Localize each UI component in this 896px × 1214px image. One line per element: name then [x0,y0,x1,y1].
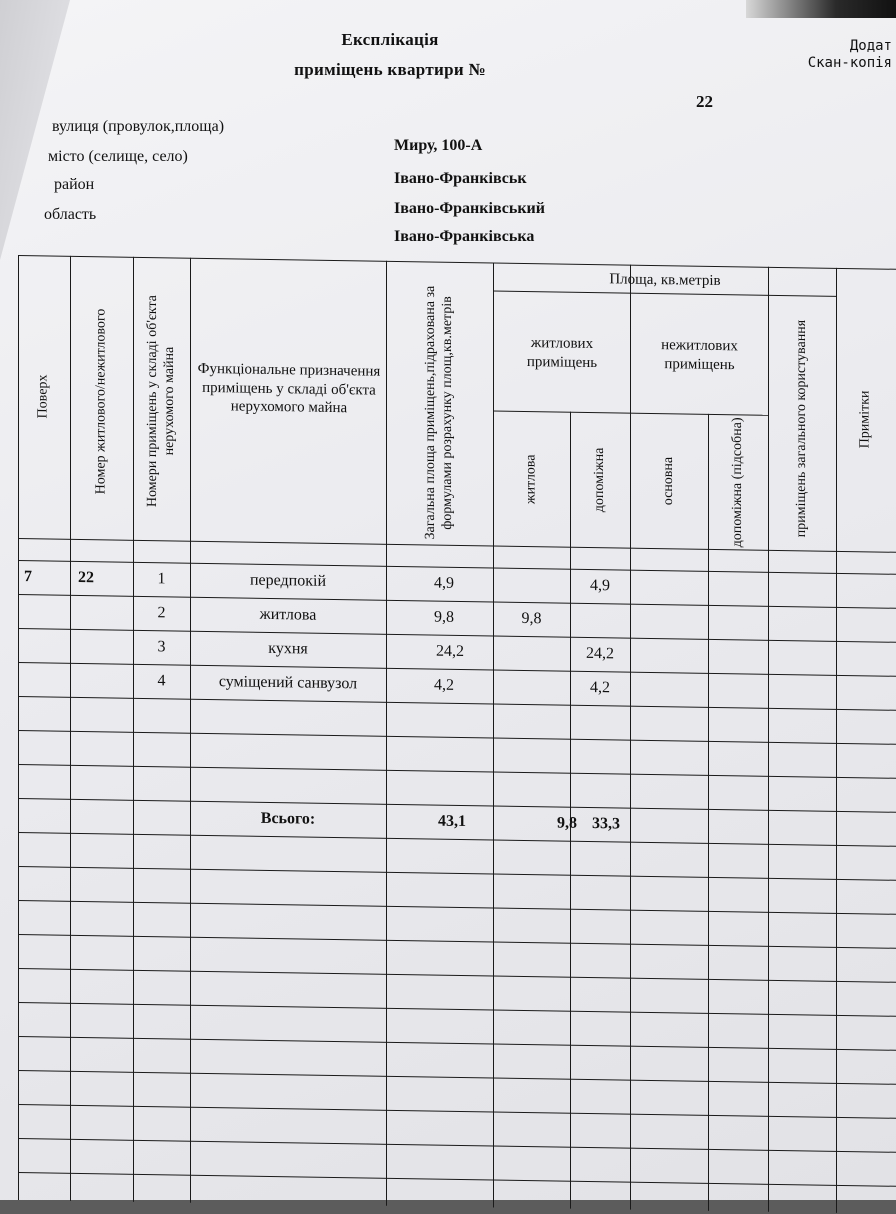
col-header-area-group: Площа, кв.метрів [495,264,835,295]
cell-floor: 7 [24,560,32,594]
total-living-sum: 9,8 [493,805,577,840]
total-label: Всього: [190,801,386,838]
background-edge [746,0,896,18]
total-auxiliary-sum: 33,3 [574,807,638,842]
col-line [493,262,494,1207]
col-header-notes: Примітки [838,288,894,551]
city-value: Івано-Франківськ [394,170,527,188]
col-line [133,257,134,1202]
col-line [386,261,387,1206]
col-line [836,268,837,1213]
stamp-line-2: Скан-копія [808,55,892,71]
district-label: район [54,176,94,194]
row-line [18,730,896,745]
row-line [18,900,896,915]
col-header-aux-nonliving: допоміжна (підсобна) [710,416,767,549]
street-label: вулиця (провулок,площа) [52,118,224,136]
col-header-common: приміщень загального користування [770,307,835,550]
cell-room-no: 3 [133,630,190,665]
cell-auxiliary: 24,2 [570,637,630,672]
row-line [18,1104,896,1119]
row-line [18,1070,896,1085]
cell-total: 9,8 [386,600,454,635]
cell-unit: 22 [78,561,94,595]
cell-room-no: 4 [133,664,190,699]
street-value: Миру, 100-А [394,137,482,155]
document-title: Експлікація [200,30,580,50]
col-line [70,256,71,1201]
row-line [18,764,896,779]
col-header-purpose: Функціональне призначення приміщень у складі об'єкта нерухомого майна [196,328,382,451]
cell-living: 9,8 [493,601,570,636]
col-line [630,265,631,1210]
explication-table [18,255,896,1214]
district-value: Івано-Франківський [394,200,545,218]
col-header-unit-number: Номер житлового/нежитлового [72,266,132,537]
apartment-number: 22 [696,92,713,112]
col-header-total-area: Загальна площа приміщень,підрахована за формулами розрахунку площ,кв.метрів [388,281,492,545]
cell-auxiliary: 4,9 [570,569,630,604]
col-line [190,258,191,1203]
document-subtitle: приміщень квартири № [200,60,580,80]
col-header-living: житлова [495,412,569,545]
row-line [18,934,896,949]
cell-room-no: 2 [133,596,190,631]
col-header-room-numbers: Номери приміщень у складі об'єкта нерухомого майна [135,263,189,540]
row-line [18,1172,896,1187]
cell-auxiliary: 4,2 [570,671,630,706]
cell-total: 4,9 [386,566,454,601]
col-header-nonliving-group: нежитлових приміщень [632,325,767,387]
row-line [18,968,896,983]
row-line [18,696,896,711]
total-area-sum: 43,1 [386,804,466,839]
cell-living [493,669,570,704]
row-line [18,1002,896,1017]
col-line [708,414,709,1211]
stamp-line-1: Додат [850,38,892,54]
col-line [768,267,769,1212]
cell-living [493,635,570,670]
cell-purpose: кухня [190,631,386,668]
region-label: область [44,206,96,224]
row-line [18,866,896,881]
col-header-floor: Поверх [18,255,70,539]
cell-purpose: суміщений санвузол [190,665,386,702]
col-header-main: основна [632,415,707,548]
cell-living [493,567,570,602]
city-label: місто (селище, село) [48,148,188,166]
col-header-living-group: житлових приміщень [495,322,629,384]
region-value: Івано-Франківська [394,228,534,246]
cell-auxiliary [570,603,630,638]
cell-total: 24,2 [386,634,464,669]
row-line [18,1036,896,1051]
cell-purpose: передпокій [190,563,386,600]
col-header-auxiliary: допоміжна [572,414,629,547]
cell-total: 4,2 [386,668,454,703]
cell-room-no: 1 [133,562,190,597]
row-line [18,1138,896,1153]
cell-purpose: житлова [190,597,386,634]
